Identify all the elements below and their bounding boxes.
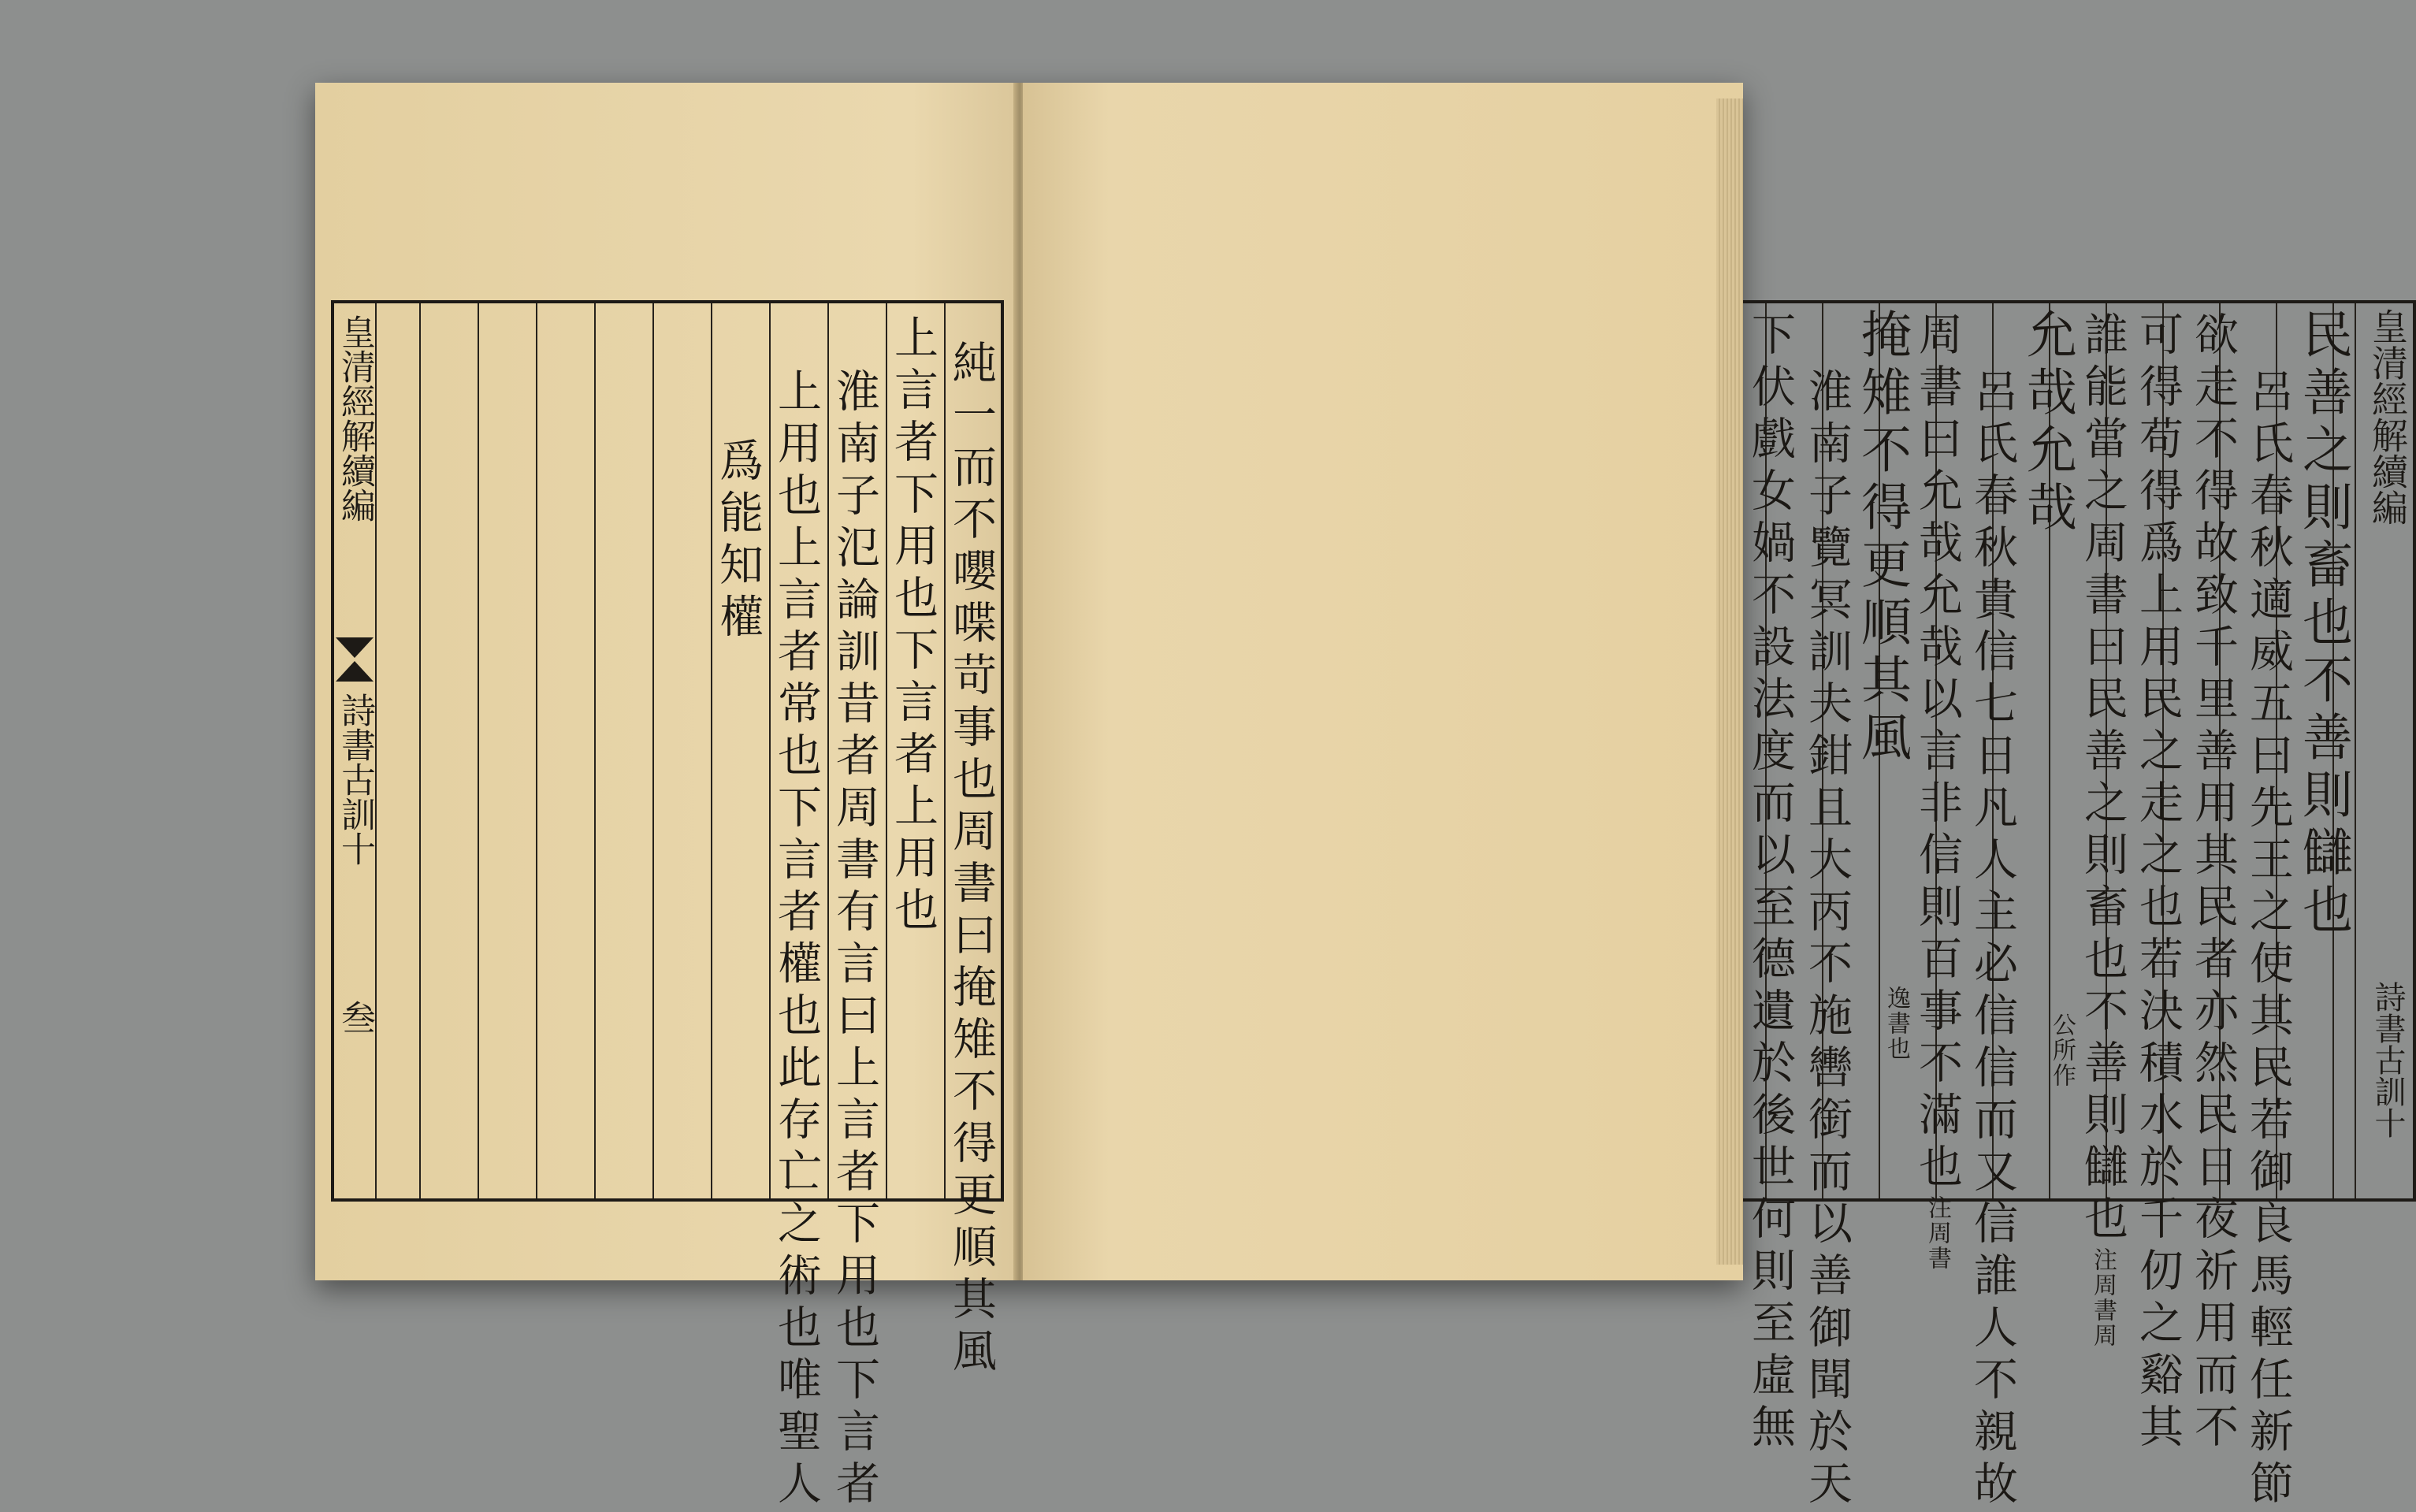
annotation-line: 注周書: [1924, 1195, 1951, 1271]
column-rule: [478, 303, 479, 1198]
column-main-text: 誰能當之周書曰民善之則畜也不善則讎也: [2077, 311, 2128, 1247]
right-page: [1023, 83, 2409, 1512]
annotation-line: 逸書也: [1883, 986, 1910, 1061]
fishtail-mark-top: [336, 637, 374, 658]
spine-chapter: 詩書古訓十: [2370, 981, 2406, 1139]
open-book: [315, 83, 2409, 1512]
text-column: 可得苟得爲上用民之走之也若決積水於千仞之谿其: [2132, 311, 2184, 1455]
spine-title: 皇清經解續編: [2366, 308, 2409, 526]
text-column: 掩雉不得更順其風: [1853, 308, 1911, 768]
text-column: 淮南子覽冥訓夫鉗且大丙不施轡銜而以善御聞於天: [1801, 368, 1853, 1512]
text-column: 呂氏春秋適威五曰先王之使其民若御良馬輕任新節: [2243, 368, 2294, 1512]
left-page-fold-margin: [334, 303, 377, 1198]
text-column: 欲走不得故致千里善用其民者亦然民日夜祈用而不: [2187, 311, 2239, 1455]
annotation-line: 注周書周: [2089, 1247, 2117, 1348]
text-column: 純一而不嚶喋苛事也周書曰掩雉不得更順其風: [946, 340, 997, 1380]
left-page: [315, 83, 1017, 1512]
column-rule: [594, 303, 596, 1198]
column-rule: [2355, 303, 2356, 1198]
text-column: 民善之則畜也不善則讎也: [2294, 308, 2352, 941]
left-page-frame: [331, 300, 1004, 1512]
page-edges: [1716, 98, 1743, 1265]
text-column: 爲能知權: [712, 437, 764, 645]
text-column: 下伏戲女媧不設法度而以至德遺於後世何則至虛無: [1745, 311, 1796, 1455]
spine-title: 皇清經解續編: [335, 314, 375, 522]
column-rule: [652, 303, 654, 1198]
right-page-header-margin: [2358, 303, 2413, 1198]
spine-chapter: 詩書古訓十: [335, 693, 375, 866]
text-column: 上用也上言者常也下言者權也此存亡之術也唯聖人: [771, 368, 822, 1512]
column-main-text: 周書曰允哉允哉以言非信則百事不滿也: [1912, 311, 1963, 1195]
text-column: 淮南子氾論訓昔者周書有言曰上言者下用也下言者: [829, 368, 880, 1512]
text-column: 呂氏春秋貴信七日凡人主必信信而又信誰人不親故: [1967, 368, 2018, 1512]
fishtail-mark-bottom: [336, 661, 374, 682]
column-rule: [419, 303, 421, 1198]
spine-page-number: 叁: [335, 1000, 375, 1035]
column-rule: [536, 303, 537, 1198]
annotation-line: 公所作: [2048, 1012, 2076, 1088]
right-page-frame: [1740, 300, 2416, 1512]
text-column: 允哉允哉: [2018, 308, 2076, 538]
text-column: 上言者下用也下言者上用也: [887, 314, 939, 938]
